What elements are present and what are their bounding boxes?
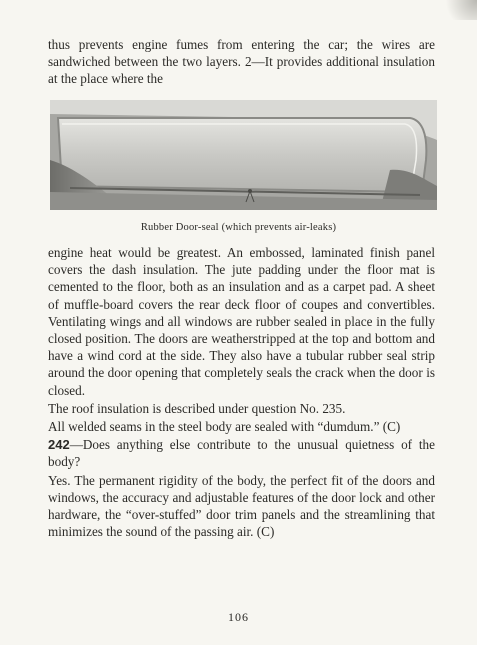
question-number: 242	[48, 437, 70, 453]
question-paragraph	[48, 436, 435, 470]
body-text	[48, 244, 435, 541]
answer-paragraph: Yes. The permanent rigidity of the body, the perfect fit of the doors and windows, the accuracy and adjustable features of the door lock and other hardware, the “over-stuffed” door trim panels and the streamlining that minimizes the sound of the passing air. (C)	[48, 472, 435, 540]
page-corner-shadow	[437, 0, 477, 20]
door-seal-illustration	[50, 100, 437, 210]
top-paragraph-text: thus prevents engine fumes from entering the car; the wires are sandwiched between the two layers. 2—It provides additional insulation at the place where the	[48, 37, 435, 87]
figure-caption: Rubber Door-seal (which prevents air-leaks)	[140, 222, 337, 233]
question-text: —Does anything else contribute to the unusual quietness of the body?	[48, 437, 435, 470]
paragraph: The roof insulation is described under question No. 235.	[48, 400, 346, 416]
paragraph: engine heat would be greatest. An embossed, laminated finish panel covers the dash insulation. The jute padding under the floor mat is cemented to the floor, both as an insulation and as a carpet pad. A sheet of muffle-board covers the rear deck floor of coupes and convertibles. Ventilating wings and all windows are rubber sealed in place in the fully closed position. The doors are weatherstripped at the top and bottom and have a wind cord at the side. They also have a tubular rubber seal strip around the door opening that completely seals the crack when the door is closed.	[48, 245, 435, 398]
page-number: 106	[228, 610, 249, 624]
door-seal-photo	[50, 100, 437, 210]
top-paragraph	[48, 36, 435, 88]
paragraph: All welded seams in the steel body are sealed with “dumdum.” (C)	[48, 419, 401, 435]
